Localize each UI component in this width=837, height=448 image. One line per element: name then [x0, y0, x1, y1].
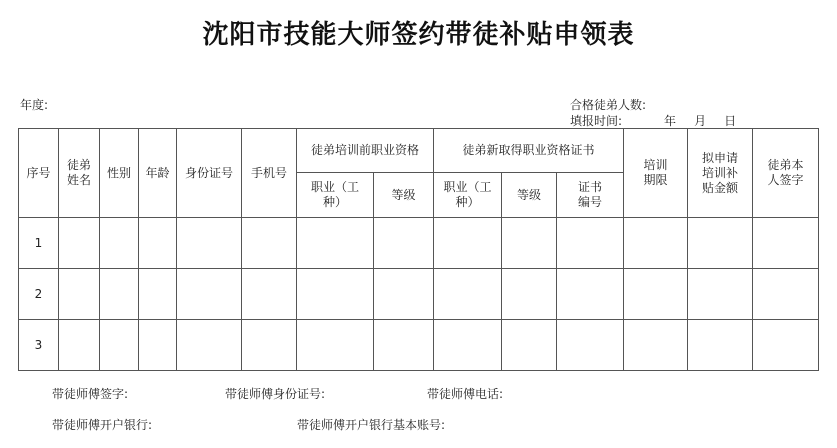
- header-phone: 手机号: [242, 129, 297, 218]
- cell-pre-level[interactable]: [374, 269, 434, 320]
- header-training-period: 培训期限: [624, 129, 688, 218]
- cell-pre-level[interactable]: [374, 218, 434, 269]
- qualified-count-label: 合格徒弟人数:: [570, 98, 647, 112]
- month-unit: 月: [694, 114, 707, 128]
- cell-id-number[interactable]: [177, 320, 242, 371]
- cell-phone[interactable]: [242, 320, 297, 371]
- row-seq: 3: [19, 320, 59, 371]
- cell-new-occupation[interactable]: [434, 320, 502, 371]
- header-row-top: [19, 129, 819, 173]
- cell-pre-occupation[interactable]: [297, 269, 374, 320]
- header-new-occupation: 职业（工种）: [434, 173, 502, 218]
- cell-id-number[interactable]: [177, 218, 242, 269]
- cell-name[interactable]: [59, 218, 100, 269]
- header-pre-level: 等级: [374, 173, 434, 218]
- cell-name[interactable]: [59, 320, 100, 371]
- header-name: 徒弟姓名: [59, 129, 100, 218]
- cell-new-occupation[interactable]: [434, 269, 502, 320]
- header-new-certificate: 徒弟新取得职业资格证书: [434, 129, 624, 173]
- master-account-label: 带徒师傅开户银行基本账号:: [297, 418, 446, 432]
- form-title: 沈阳市技能大师签约带徒补贴申领表: [202, 20, 635, 50]
- cell-cert-number[interactable]: [557, 218, 624, 269]
- master-id-label: 带徒师傅身份证号:: [225, 387, 326, 401]
- cell-signature[interactable]: [753, 269, 819, 320]
- table-row: [19, 218, 819, 269]
- cell-signature[interactable]: [753, 320, 819, 371]
- cell-gender[interactable]: [100, 218, 139, 269]
- cell-subsidy-amount[interactable]: [688, 269, 753, 320]
- header-gender: 性别: [100, 129, 139, 218]
- fill-time-label: 填报时间:: [570, 114, 623, 128]
- header-cert-number: 证书编号: [557, 173, 624, 218]
- master-bank-label: 带徒师傅开户银行:: [52, 418, 153, 432]
- cell-signature[interactable]: [753, 218, 819, 269]
- table-row: [19, 320, 819, 371]
- master-signature-label: 带徒师傅签字:: [52, 387, 129, 401]
- year-label: 年度:: [20, 98, 49, 112]
- master-phone-label: 带徒师傅电话:: [427, 387, 504, 401]
- cell-id-number[interactable]: [177, 269, 242, 320]
- year-unit: 年: [664, 114, 677, 128]
- day-unit: 日: [724, 114, 737, 128]
- cell-age[interactable]: [139, 269, 177, 320]
- header-pre-occupation: 职业（工种）: [297, 173, 374, 218]
- cell-age[interactable]: [139, 320, 177, 371]
- header-seq: 序号: [19, 129, 59, 218]
- cell-cert-number[interactable]: [557, 269, 624, 320]
- header-pre-qualification: 徒弟培训前职业资格: [297, 129, 434, 173]
- cell-training-period[interactable]: [624, 218, 688, 269]
- header-new-level: 等级: [502, 173, 557, 218]
- header-subsidy-amount: 拟申请培训补贴金额: [688, 129, 753, 218]
- header-signature: 徒弟本人签字: [753, 129, 819, 218]
- cell-training-period[interactable]: [624, 269, 688, 320]
- cell-gender[interactable]: [100, 269, 139, 320]
- cell-age[interactable]: [139, 218, 177, 269]
- header-id-number: 身份证号: [177, 129, 242, 218]
- cell-new-level[interactable]: [502, 218, 557, 269]
- cell-phone[interactable]: [242, 269, 297, 320]
- cell-name[interactable]: [59, 269, 100, 320]
- application-table: [18, 128, 819, 371]
- cell-pre-occupation[interactable]: [297, 218, 374, 269]
- header-age: 年龄: [139, 129, 177, 218]
- cell-subsidy-amount[interactable]: [688, 320, 753, 371]
- cell-new-occupation[interactable]: [434, 218, 502, 269]
- cell-phone[interactable]: [242, 218, 297, 269]
- cell-training-period[interactable]: [624, 320, 688, 371]
- cell-pre-level[interactable]: [374, 320, 434, 371]
- fill-time-row: [570, 112, 736, 129]
- cell-cert-number[interactable]: [557, 320, 624, 371]
- cell-subsidy-amount[interactable]: [688, 218, 753, 269]
- cell-gender[interactable]: [100, 320, 139, 371]
- cell-pre-occupation[interactable]: [297, 320, 374, 371]
- cell-new-level[interactable]: [502, 320, 557, 371]
- row-seq: 1: [19, 218, 59, 269]
- cell-new-level[interactable]: [502, 269, 557, 320]
- table-row: [19, 269, 819, 320]
- row-seq: 2: [19, 269, 59, 320]
